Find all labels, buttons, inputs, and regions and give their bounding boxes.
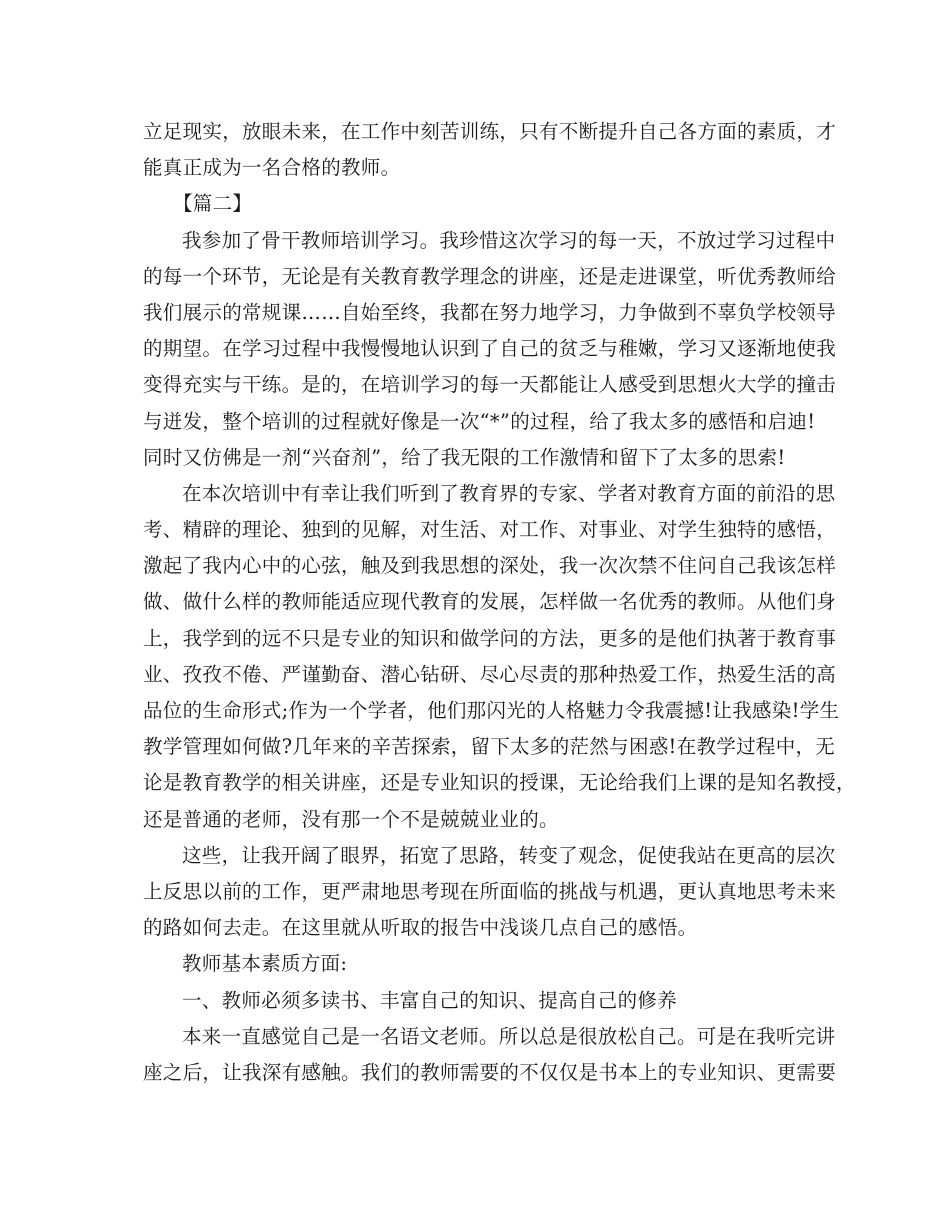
text-line: 做、做什么样的教师能适应现代教育的发展，怎样做一名优秀的教师。从他们身 bbox=[143, 590, 837, 614]
document-body bbox=[143, 114, 856, 1091]
text-line: 能真正成为一名合格的教师。 bbox=[143, 156, 401, 180]
text-line: 激起了我内心中的心弦，触及到我思想的深处，我一次次禁不住问自己我该怎样 bbox=[143, 554, 837, 578]
text-line: 一、教师必须多读书、丰富自己的知识、提高自己的修养 bbox=[182, 988, 678, 1012]
text-line: 品位的生命形式;作为一个学者，他们那闪光的人格魅力令我震撼!让我感染!学生 bbox=[143, 699, 840, 722]
section-heading: 【篇二】 bbox=[173, 192, 253, 216]
text-line: 座之后，让我深有感触。我们的教师需要的不仅仅是书本上的专业知识、更需要 bbox=[143, 1060, 837, 1084]
text-line: 教师基本素质方面: bbox=[182, 952, 348, 976]
text-line: 我们展示的常规课……自始至终，我都在努力地学习，力争做到不辜负学校领导 bbox=[143, 300, 837, 324]
text-line: 教学管理如何做?几年来的辛苦探索，留下太多的茫然与困惑!在教学过程中，无 bbox=[143, 735, 836, 759]
text-line: 论是教育教学的相关讲座，还是专业知识的授课，无论给我们上课的是知名教授， bbox=[143, 771, 856, 795]
text-line: 的期望。在学习过程中我慢慢地认识到了自己的贫乏与稚嫩，学习又逐渐地使我 bbox=[143, 337, 837, 361]
text-line: 立足现实，放眼未来，在工作中刻苦训练，只有不断提升自己各方面的素质，才 bbox=[143, 120, 837, 143]
text-line: 变得充实与干练。是的，在培训学习的每一天都能让人感受到思想火大学的撞击 bbox=[143, 373, 837, 397]
text-line: 还是普通的老师，没有那一个不是兢兢业业的。 bbox=[143, 807, 559, 831]
text-line: 上反思以前的工作，更严肃地思考现在所面临的挑战与机遇，更认真地思考未来 bbox=[143, 879, 837, 903]
text-line: 本来一直感觉自己是一名语文老师。所以总是很放松自己。可是在我听完讲 bbox=[182, 1024, 836, 1048]
text-line: 我参加了骨干教师培训学习。我珍惜这次学习的每一天，不放过学习过程中 bbox=[182, 228, 836, 252]
text-line: 上，我学到的远不只是专业的知识和做学问的方法，更多的是他们执著于教育事 bbox=[143, 626, 837, 650]
text-line: 在本次培训中有幸让我们听到了教育界的专家、学者对教育方面的前沿的思 bbox=[182, 481, 836, 505]
text-line: 考、精辟的理论、独到的见解，对生活、对工作、对事业、对学生独特的感悟， bbox=[143, 518, 837, 542]
text-line: 同时又仿佛是一剂“兴奋剂”，给了我无限的工作激情和留下了太多的思索! bbox=[143, 445, 786, 469]
text-line: 与迸发，整个培训的过程就好像是一次“*”的过程，给了我太多的感悟和启迪! bbox=[143, 409, 816, 433]
text-line: 业、孜孜不倦、严谨勤奋、潜心钻研、尽心尽责的那种热爱工作，热爱生活的高 bbox=[143, 662, 837, 686]
text-line: 的每一个环节，无论是有关教育教学理念的讲座，还是走进课堂，听优秀教师给 bbox=[143, 264, 837, 288]
text-line: 的路如何去走。在这里就从听取的报告中浅谈几点自己的感悟。 bbox=[143, 916, 698, 940]
text-line: 这些，让我开阔了眼界，拓宽了思路，转变了观念，促使我站在更高的层次 bbox=[182, 843, 836, 867]
